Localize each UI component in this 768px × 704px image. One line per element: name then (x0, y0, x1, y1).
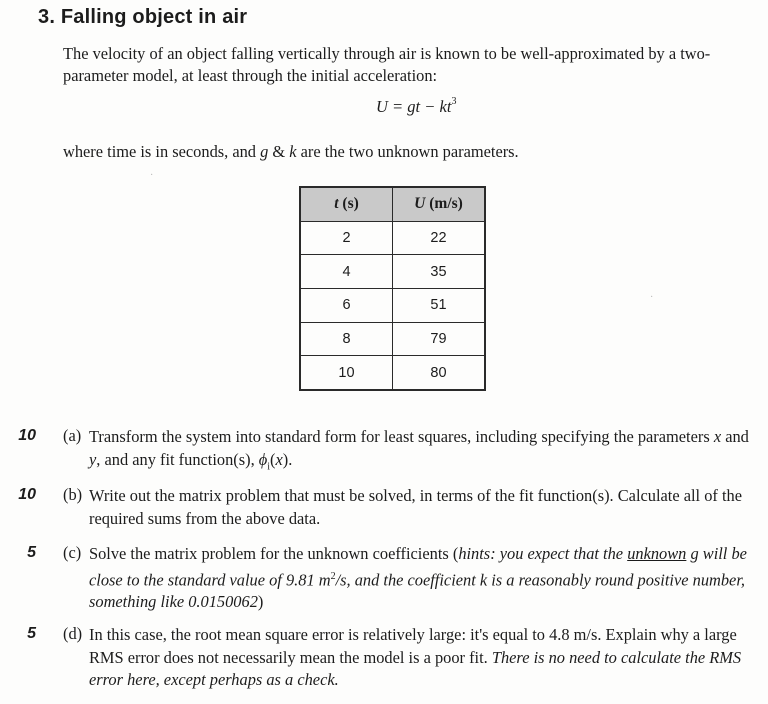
intro-paragraph: The velocity of an object falling vertically through air is known to be well-approximated by a two-parameter model, at least through the initial acceleration: (63, 44, 711, 85)
table-row (300, 289, 485, 323)
velocity-cell: 79 (393, 322, 486, 356)
table-row (300, 322, 485, 356)
param-k: k (289, 142, 297, 161)
section-heading: 3. Falling object in air (38, 6, 248, 28)
where-text-2: are the two unknown parameters. (296, 142, 519, 161)
table-row (300, 356, 485, 390)
time-cell: 10 (300, 356, 393, 390)
table-header-row (300, 187, 485, 221)
time-cell: 6 (300, 289, 393, 323)
where-text-1: where time is in seconds, and (63, 142, 261, 161)
time-cell: 4 (300, 255, 393, 289)
table-row (300, 255, 485, 289)
marks-c: 5 (27, 544, 36, 561)
question-c-text: Solve the matrix problem for the unknown coefficients (hints: you expect that the unknown g will be close to the standard value of 9.81 $m^2/s$, and the coefficient k is a reasonably round positive number, something like 0.0150062) (89, 544, 747, 612)
header-velocity (393, 187, 486, 221)
marks-a: 10 (18, 427, 36, 444)
label-a: (a) (63, 426, 82, 445)
header-time-unit: (s) (338, 195, 359, 213)
label-b: (b) (63, 485, 83, 504)
time-cell: 8 (300, 322, 393, 356)
label-d: (d) (63, 624, 83, 643)
scan-speck: · (650, 292, 654, 303)
marks-b: 10 (18, 486, 36, 503)
header-velocity-unit: (m/s) (425, 195, 463, 213)
table-row (300, 221, 485, 255)
header-time (300, 187, 393, 221)
data-table (299, 186, 486, 391)
question-d-text: In this case, the root mean square error is relatively large: it's equal to 4.8 m/s. Explain why a large RMS error does not necessarily mean the model is a poor fit. There is no need to calculate the RMS error here, except perhaps as a check. (89, 625, 742, 689)
velocity-cell: 51 (393, 289, 486, 323)
question-a-text: Transform the system into standard form for least squares, including specifying the parameters x and y, and any fit function(s), $\phi_i(x)$. (89, 427, 749, 472)
marks-d: 5 (27, 625, 36, 642)
velocity-cell: 22 (393, 221, 486, 255)
velocity-cell: 80 (393, 356, 486, 390)
equation-exponent: 3 (451, 96, 457, 107)
header-velocity-var: U (414, 195, 426, 213)
header-time-var: t (334, 195, 339, 213)
parameter-description (63, 142, 519, 162)
label-c: (c) (63, 543, 82, 562)
scan-speck: · (150, 170, 154, 181)
where-amp: & (268, 142, 290, 161)
model-equation (376, 96, 456, 117)
time-cell: 2 (300, 221, 393, 255)
question-b-text: Write out the matrix problem that must be solved, in terms of the fit function(s). Calculate all of the required sums from the above data. (89, 486, 742, 528)
param-g: g (260, 142, 269, 161)
velocity-cell: 35 (393, 255, 486, 289)
equation-body: U = gt − kt (376, 97, 452, 116)
